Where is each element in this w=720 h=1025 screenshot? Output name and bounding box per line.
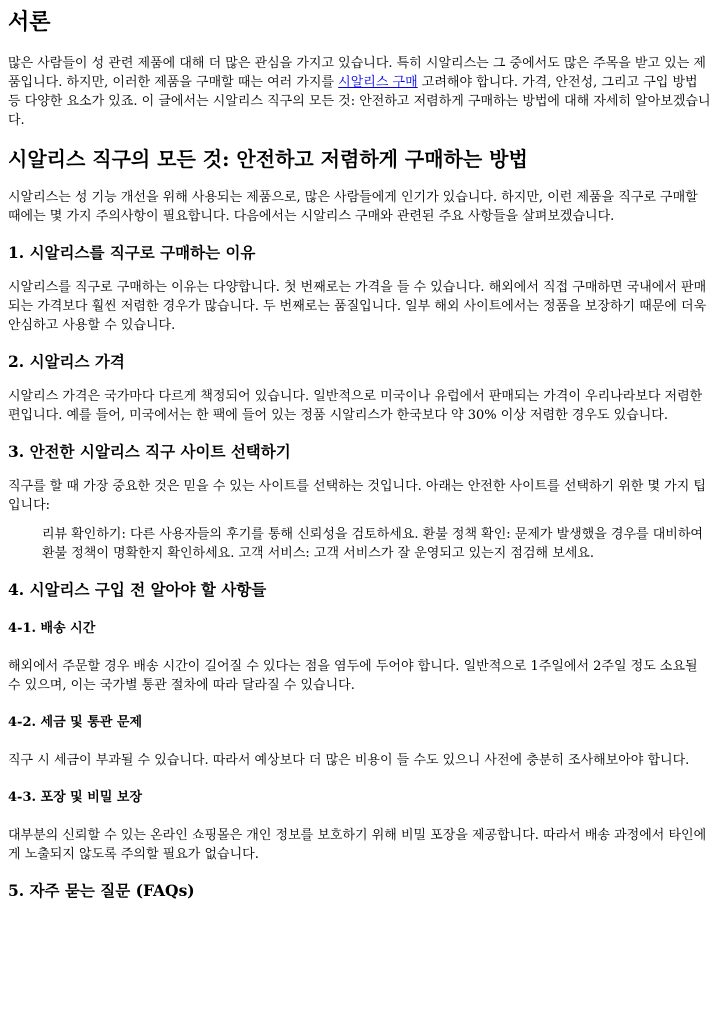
section-3-paragraph: 직구를 할 때 가장 중요한 것은 믿을 수 있는 사이트를 선택하는 것입니다. 아래는 안전한 사이트를 선택하기 위한 몇 가지 팁입니다: <box>8 479 706 513</box>
section-2-heading: 2. 시알리스 가격 <box>8 352 125 371</box>
section-1-heading: 1. 시알리스를 직구로 구매하는 이유 <box>8 243 256 262</box>
section-3-heading: 3. 안전한 시알리스 직구 사이트 선택하기 <box>8 442 291 461</box>
faq-heading: 5. 자주 묻는 질문 (FAQs) <box>8 881 195 900</box>
safe-site-tips-quote: 리뷰 확인하기: 다른 사용자들의 후기를 통해 신뢰성을 검토하세요. 환불 정책 확인: 문제가 발생했을 경우를 대비하여 환불 정책이 명확한지 확인하세요. 고객 서비스: 고객 서비스가 잘 운영되고 있는지 점검해 보세요. <box>42 527 703 561</box>
subsection-4-2-heading: 4-2. 세금 및 통관 문제 <box>8 715 143 730</box>
subsection-4-1-paragraph: 해외에서 주문할 경우 배송 시간이 길어질 수 있다는 점을 염두에 두어야 합니다. 일반적으로 1주일에서 2주일 정도 소요될 수 있으며, 이는 국가별 통관 절차에 따라 달라질 수 있습니다. <box>8 659 698 693</box>
subsection-4-3-paragraph: 대부분의 신뢰할 수 있는 온라인 쇼핑몰은 개인 정보를 보호하기 위해 비밀 포장을 제공합니다. 따라서 배송 과정에서 타인에게 노출되지 않도록 주의할 필요가 없습니다. <box>8 828 707 862</box>
article <box>0 8 720 902</box>
subsection-4-1-heading: 4-1. 배송 시간 <box>8 621 96 636</box>
subsection-4-2-paragraph: 직구 시 세금이 부과될 수 있습니다. 따라서 예상보다 더 많은 비용이 들 수도 있으니 사전에 충분히 조사해보아야 합니다. <box>8 753 690 768</box>
section-1-paragraph: 시알리스를 직구로 구매하는 이유는 다양합니다. 첫 번째로는 가격을 들 수 있습니다. 해외에서 직접 구매하면 국내에서 판매되는 가격보다 훨씬 저렴한 경우가 많습니다. 두 번째로는 품질입니다. 일부 해외 사이트에서는 정품을 보장하기 때문에 더욱 안심하고 사용할 수 있습니다. <box>8 280 707 333</box>
intro-heading: 서론 <box>8 9 51 35</box>
main-paragraph: 시알리스는 성 기능 개선을 위해 사용되는 제품으로, 많은 사람들에게 인기가 있습니다. 하지만, 이런 제품을 직구로 구매할 때에는 몇 가지 주의사항이 필요합니다. 다음에서는 시알리스 구매와 관련된 주요 사항들을 살펴보겠습니다. <box>8 190 698 224</box>
section-2-paragraph: 시알리스 가격은 국가마다 다르게 책정되어 있습니다. 일반적으로 미국이나 유럽에서 판매되는 가격이 우리나라보다 저렴한 편입니다. 예를 들어, 미국에서는 한 팩에 들어 있는 정품 시알리스가 한국보다 약 30% 이상 저렴한 경우도 있습니다. <box>8 389 703 423</box>
intro-text-before-link: 많은 사람들이 성 관련 제품에 대해 더 많은 관심을 가지고 있습니다. 특히 시알리스는 그 중에서도 많은 주목을 받고 있는 제품입니다. 하지만, 이러한 제품을 구매할 때는 여러 가지를 <box>8 56 706 90</box>
section-4-heading: 4. 시알리스 구입 전 알아야 할 사항들 <box>8 580 267 599</box>
cialis-purchase-link[interactable]: 시알리스 구매 <box>338 75 418 90</box>
subsection-4-3-heading: 4-3. 포장 및 비밀 보장 <box>8 790 143 805</box>
intro-text-after-link: 고려해야 합니다. 가격, 안전성, 그리고 구입 방법 등 다양한 요소가 있죠. 이 글에서는 시알리스 직구의 모든 것: 안전하고 저렴하게 구매하는 방법에 대해 자세히 알아보겠습니다. <box>8 75 711 128</box>
intro-paragraph <box>8 54 712 130</box>
main-heading: 시알리스 직구의 모든 것: 안전하고 저렴하게 구매하는 방법 <box>8 147 528 171</box>
